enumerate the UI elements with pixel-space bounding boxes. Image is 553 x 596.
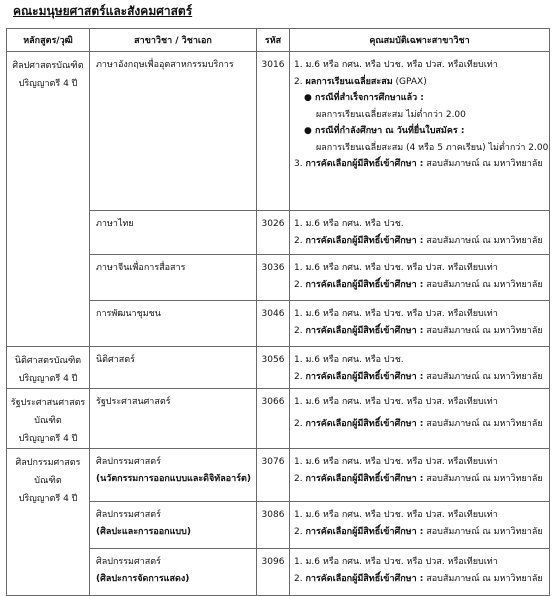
major-cell: การพัฒนาชุมชน [90, 301, 257, 347]
header-program: หลักสูตร/วุฒิ [7, 29, 90, 52]
qualification-cell: 1. ม.6 หรือ กศน. หรือ ปวช. หรือ ปวส. หรือเทียบเท่า 2. การคัดเลือกผู้มีสิทธิ์เข้าศึกษา : สอบสัมภาษณ์ ณ มหาวิทยาลัย [290, 255, 550, 301]
major-cell: ศิลปกรรมศาสตร์ (นวัตกรรมการออกแบบและดิจิทัลอาร์ต) [90, 449, 257, 502]
code-cell: 3016 [257, 52, 290, 211]
table-header-row [7, 29, 550, 52]
major-cell: ศิลปกรรมศาสตร์ (ศิลปะการจัดการแสดง) [90, 549, 257, 596]
major-cell: ภาษาไทย [90, 211, 257, 255]
programs-table [6, 28, 550, 596]
table-row [7, 347, 550, 389]
code-cell: 3056 [257, 347, 290, 389]
major-cell: ภาษาอังกฤษเพื่ออุตสาหกรรมบริการ [90, 52, 257, 211]
qualification-cell: 1. ม.6 หรือ กศน. หรือ ปวช. หรือ ปวส. หรือเทียบเท่า 2. การคัดเลือกผู้มีสิทธิ์เข้าศึกษา : สอบสัมภาษณ์ ณ มหาวิทยาลัย [290, 549, 550, 596]
code-cell: 3086 [257, 502, 290, 549]
qualification-cell: 1. ม.6 หรือ กศน. หรือ ปวช. 2. การคัดเลือกผู้มีสิทธิ์เข้าศึกษา : สอบสัมภาษณ์ ณ มหาวิทยาลัย [290, 211, 550, 255]
table-row [7, 389, 550, 449]
major-cell: นิติศาสตร์ [90, 347, 257, 389]
program-cell: ศิลปกรรมศาสตร บัณฑิต ปริญญาตรี 4 ปี [7, 449, 90, 596]
qualification-cell: 1. ม.6 หรือ กศน. หรือ ปวช. หรือ ปวส. หรือเทียบเท่า 2. การคัดเลือกผู้มีสิทธิ์เข้าศึกษา : สอบสัมภาษณ์ ณ มหาวิทยาลัย [290, 449, 550, 502]
code-cell: 3076 [257, 449, 290, 502]
qualification-cell: 1. ม.6 หรือ กศน. หรือ ปวช. หรือ ปวส. หรือเทียบเท่า 2. การคัดเลือกผู้มีสิทธิ์เข้าศึกษา : สอบสัมภาษณ์ ณ มหาวิทยาลัย [290, 301, 550, 347]
major-cell: ภาษาจีนเพื่อการสื่อสาร [90, 255, 257, 301]
code-cell: 3036 [257, 255, 290, 301]
program-cell: ศิลปศาสตรบัณฑิต ปริญญาตรี 4 ปี [7, 52, 90, 347]
program-cell: นิติศาสตรบัณฑิต ปริญญาตรี 4 ปี [7, 347, 90, 389]
code-cell: 3096 [257, 549, 290, 596]
bullet-icon: ● [304, 126, 312, 136]
qualification-cell: 1. ม.6 หรือ กศน. หรือ ปวช. 2. การคัดเลือกผู้มีสิทธิ์เข้าศึกษา : สอบสัมภาษณ์ ณ มหาวิทยาลัย [290, 347, 550, 389]
bullet-icon: ● [304, 93, 312, 103]
qualification-cell: 1. ม.6 หรือ กศน. หรือ ปวช. หรือ ปวส. หรือเทียบเท่า 2. ผลการเรียนเฉลี่ยสะสม (GPAX) ● กรณีที่สำเร็จการศึกษาแล้ว : ผลการเรียนเฉลี่ยสะสม ไม่ต่ำกว่า 2.00 ● กรณีที่กำลังศึกษา ณ วันที่ยื่นใบสมัคร : ผลการเรียนเฉลี่ยสะสม (4 หรือ 5 ภาคเรียน) ไม่ต่ำกว่า 2.00 3. การคัดเลือกผู้มีสิทธิ์เข้าศึกษา : สอบสัมภาษณ์ ณ มหาวิทยาลัย [290, 52, 550, 211]
major-cell: รัฐประศาสนศาสตร์ [90, 389, 257, 449]
qualification-cell: 1. ม.6 หรือ กศน. หรือ ปวช. หรือ ปวส. หรือเทียบเท่า 2. การคัดเลือกผู้มีสิทธิ์เข้าศึกษา : สอบสัมภาษณ์ ณ มหาวิทยาลัย [290, 389, 550, 449]
major-cell: ศิลปกรรมศาสตร์ (ศิลปะและการออกแบบ) [90, 502, 257, 549]
header-major: สาขาวิชา / วิชาเอก [90, 29, 257, 52]
code-cell: 3046 [257, 301, 290, 347]
code-cell: 3026 [257, 211, 290, 255]
code-cell: 3066 [257, 389, 290, 449]
program-cell: รัฐประศาสนศาสตร บัณฑิต ปริญญาตรี 4 ปี [7, 389, 90, 449]
page-title: คณะมนุษยศาสตร์และสังคมศาสตร์ [13, 4, 193, 18]
header-code: รหัส [257, 29, 290, 52]
qualification-cell: 1. ม.6 หรือ กศน. หรือ ปวช. หรือ ปวส. หรือเทียบเท่า 2. การคัดเลือกผู้มีสิทธิ์เข้าศึกษา : สอบสัมภาษณ์ ณ มหาวิทยาลัย [290, 502, 550, 549]
table-row [7, 52, 550, 211]
header-qualifications: คุณสมบัติเฉพาะสาขาวิชา [290, 29, 550, 52]
table-row [7, 449, 550, 502]
